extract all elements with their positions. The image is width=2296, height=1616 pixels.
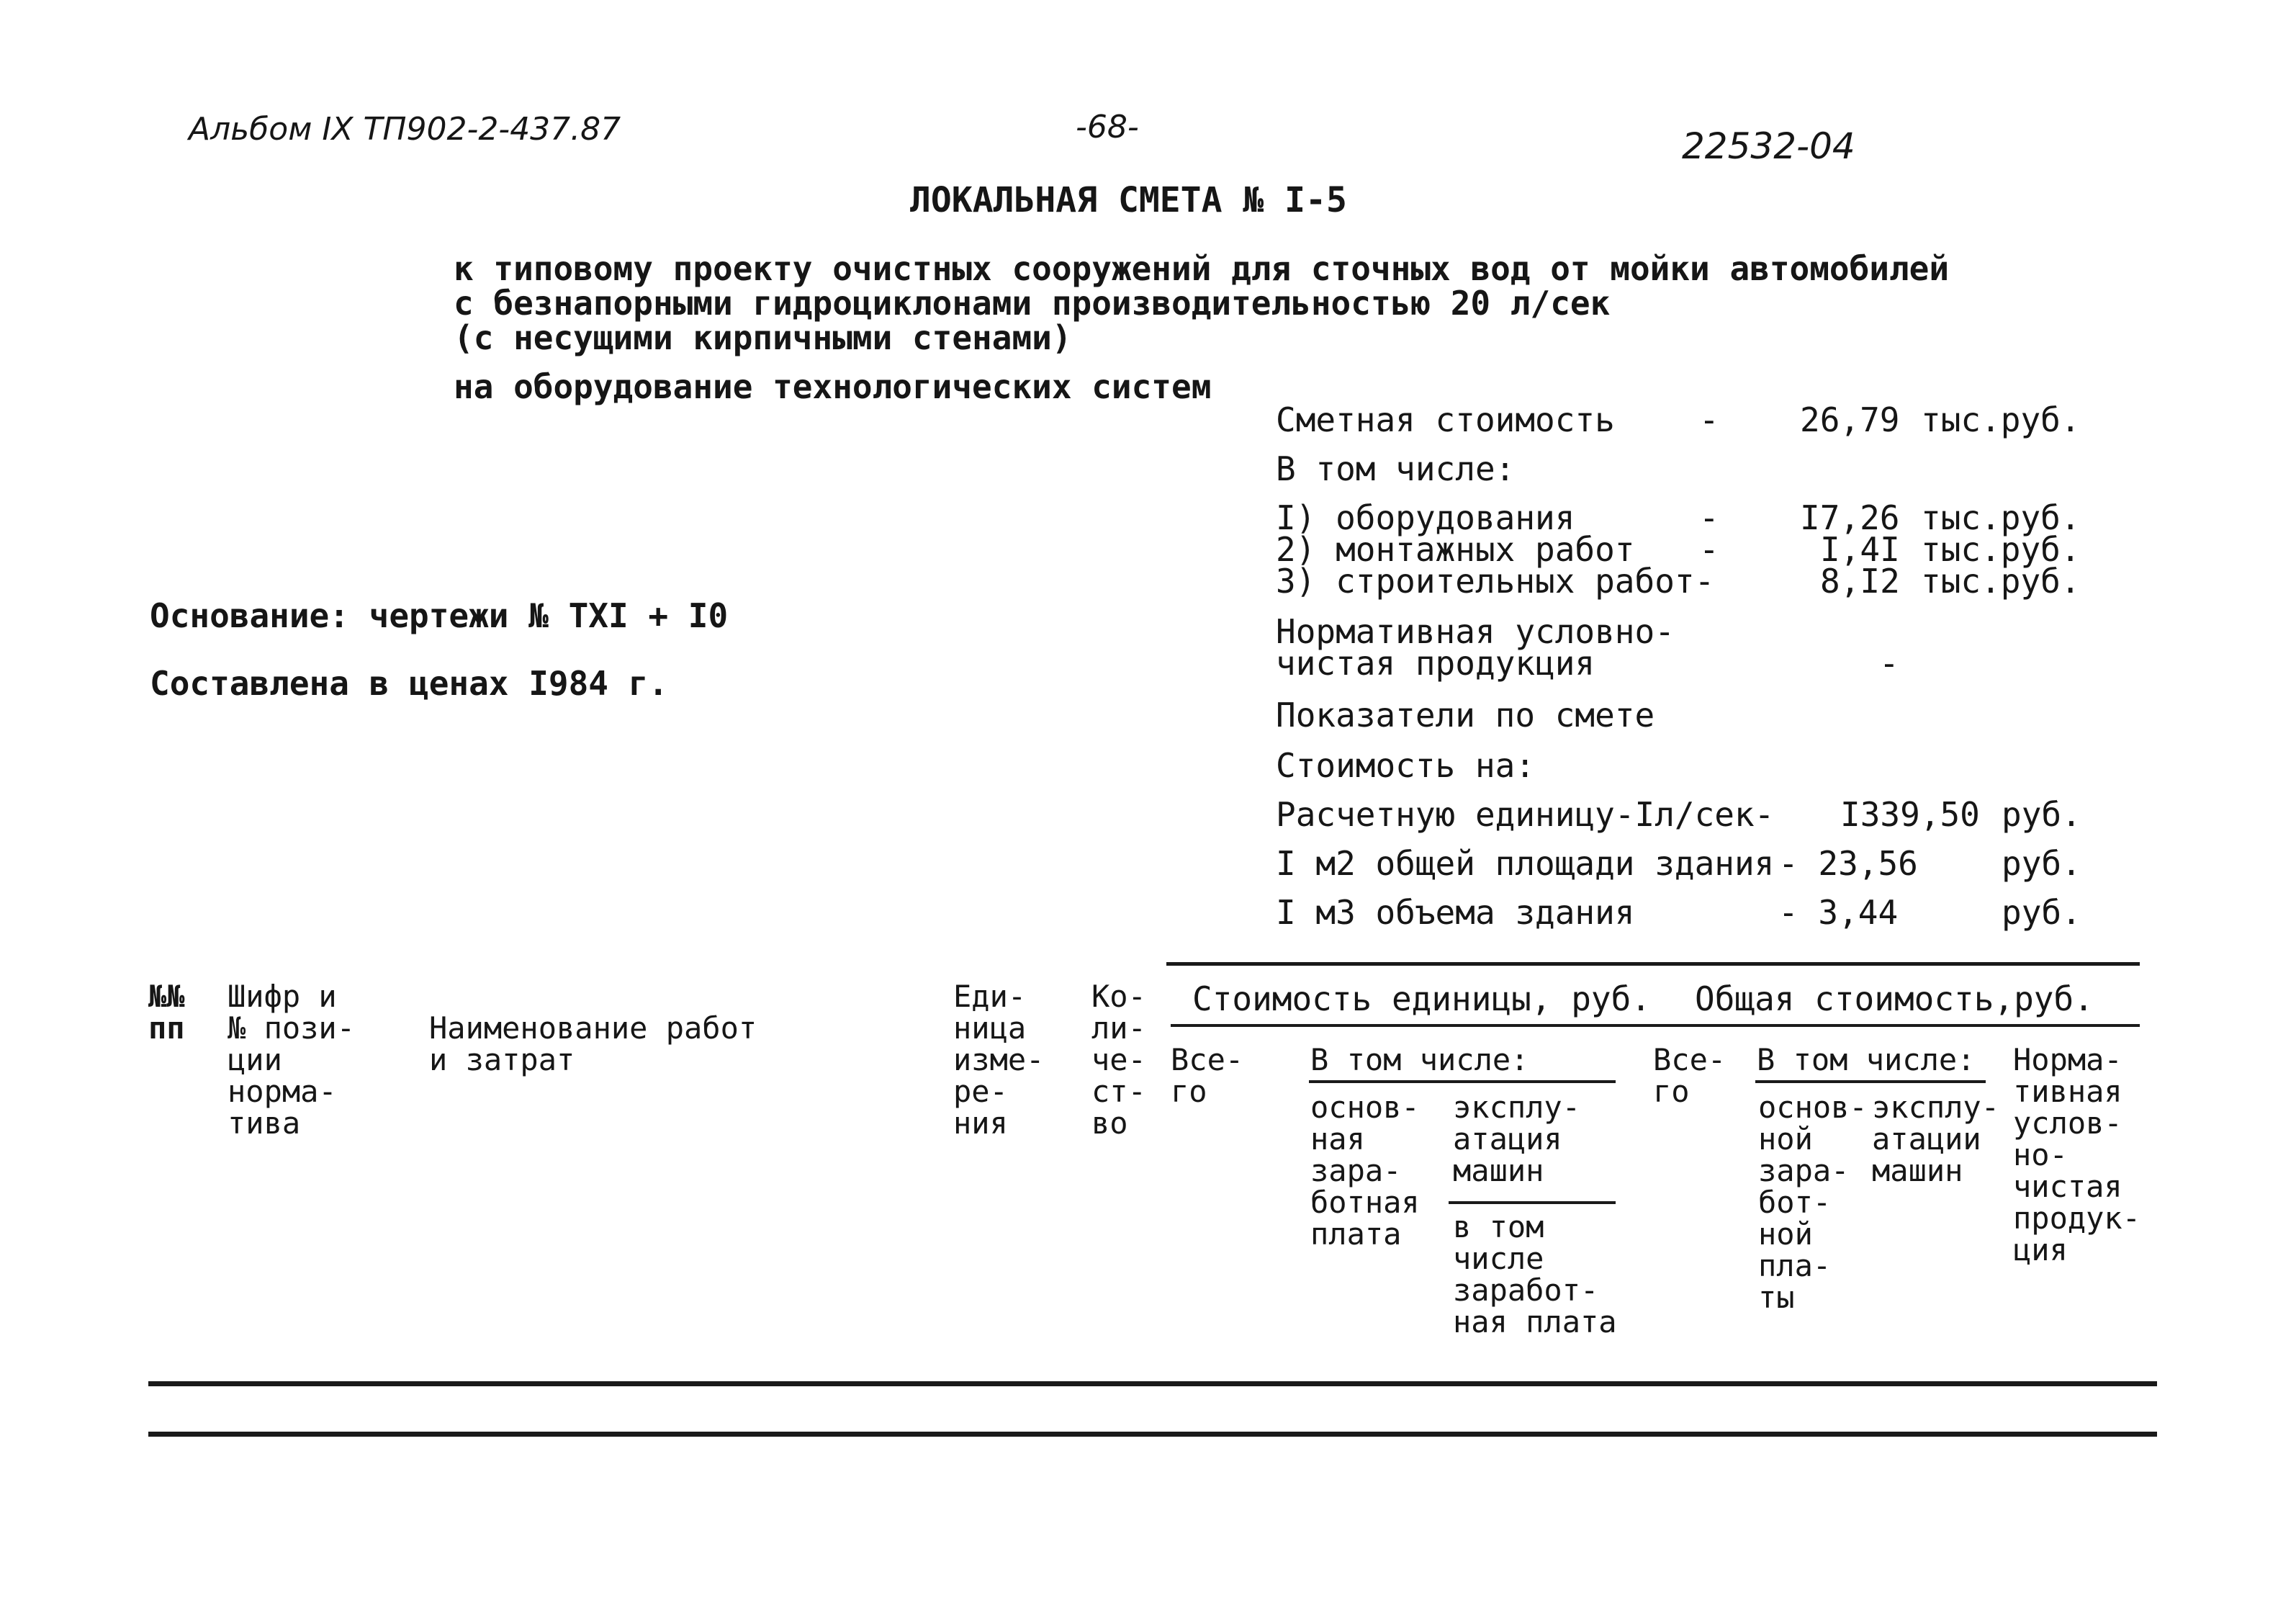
unit-including-rule [1309, 1080, 1616, 1083]
volume-cost-currency: руб. [2002, 893, 2081, 932]
total-cost-value: 26,79 [1800, 400, 1900, 439]
unit-cost-value: I339,50 [1840, 795, 1980, 834]
normative-label-1: Нормативная условно- [1276, 612, 1675, 651]
group-header-rule [1171, 1024, 2140, 1027]
col-header-unit-total: Все- го [1171, 1042, 1244, 1109]
equipment-dash: - [1699, 498, 1719, 537]
col-header-unit-machine: эксплу- атация машин [1453, 1090, 1581, 1188]
col-header-code: Шифр и № пози- ции норма- тива [228, 979, 356, 1141]
total-cost-label: Сметная стоимость [1276, 400, 1615, 439]
col-header-total-machine: эксплу- атации машин [1872, 1090, 2000, 1188]
construction-unit: тыс.руб. [1921, 562, 2081, 601]
construction-value: 8,I2 [1820, 562, 1900, 601]
col-header-unit: Еди- ница изме- ре- ния [953, 979, 1045, 1141]
area-cost-currency: руб. [2002, 844, 2081, 883]
basis-text: Основание: чертежи № ТХI + I0 [150, 596, 729, 635]
group-header-unit-cost: Стоимость единицы, руб. [1192, 979, 1651, 1018]
col-header-quantity: Ко- ли- че- ст- во [1091, 979, 1146, 1141]
indicators-label: Показатели по смете [1276, 696, 1655, 735]
total-cost-unit: тыс.руб. [1921, 400, 2081, 439]
including-label: В том числе: [1276, 449, 1516, 488]
col-header-number: №№ пп [148, 979, 185, 1046]
col-header-normative: Норма- тивная услов- но- чистая продук- ция [2013, 1042, 2141, 1267]
equipment-unit: тыс.руб. [1921, 498, 2081, 537]
unit-cost-label: Расчетную единицу-Iл/сек- [1276, 795, 1775, 834]
construction-label: 3) строительных работ- [1276, 562, 1715, 601]
table-header-bottom-rule [148, 1381, 2157, 1386]
group-header-total-cost: Общая стоимость,руб. [1695, 979, 2094, 1018]
total-including-rule [1755, 1080, 1986, 1083]
installation-value: I,4I [1820, 530, 1900, 569]
table-top-rule [1166, 962, 2140, 966]
installation-unit: тыс.руб. [1921, 530, 2081, 569]
area-cost-label: I м2 общей площади здания [1276, 844, 1775, 883]
unit-machine-rule [1449, 1201, 1616, 1204]
album-label: Альбом IX ТП902-2-437.87 [189, 111, 621, 148]
document-number: 22532-04 [1682, 125, 1855, 167]
col-header-total-including: В том числе: [1757, 1042, 1976, 1077]
col-header-total-total: Все- го [1653, 1042, 1726, 1109]
subtitle-line-1: к типовому проекту очистных сооружений для сточных вод от мойки автомобилей [454, 249, 1950, 288]
equipment-value: I7,26 [1800, 498, 1900, 537]
subtitle-line-3: (с несущими кирпичными стенами) [454, 318, 1072, 357]
col-header-unit-machine-wage: в том числе заработ- ная плата [1453, 1209, 1617, 1339]
col-header-total-basic-wage: основ- ной зара- бот- ной пла- ты [1758, 1090, 1868, 1315]
table-body-rule [148, 1432, 2157, 1437]
normative-label-2: чистая продукция [1276, 644, 1595, 683]
page-number: -68- [1076, 109, 1139, 145]
installation-label: 2) монтажных работ [1276, 530, 1635, 569]
total-cost-dash: - [1699, 400, 1719, 439]
col-header-unit-basic-wage: основ- ная зара- ботная плата [1310, 1090, 1420, 1252]
area-cost-value: - 23,56 [1778, 844, 1918, 883]
col-header-name: Наименование работ и затрат [429, 1010, 757, 1077]
unit-cost-currency: руб. [2002, 795, 2081, 834]
subtitle-line-2: с безнапорными гидроциклонами производительностью 20 л/сек [454, 284, 1611, 323]
col-header-unit-including: В том числе: [1310, 1042, 1529, 1077]
page-title: ЛОКАЛЬНАЯ СМЕТА № I-5 [910, 180, 1347, 220]
normative-value: - [1879, 644, 1899, 683]
installation-dash: - [1699, 530, 1719, 569]
volume-cost-value: - 3,44 [1778, 893, 1899, 932]
subtitle-line-4: на оборудование технологических систем [454, 367, 1212, 406]
cost-on-label: Стоимость на: [1276, 746, 1536, 785]
prices-year-text: Составлена в ценах I984 г. [150, 664, 669, 703]
volume-cost-label: I м3 объема здания [1276, 893, 1635, 932]
equipment-label: I) оборудования [1276, 498, 1575, 537]
